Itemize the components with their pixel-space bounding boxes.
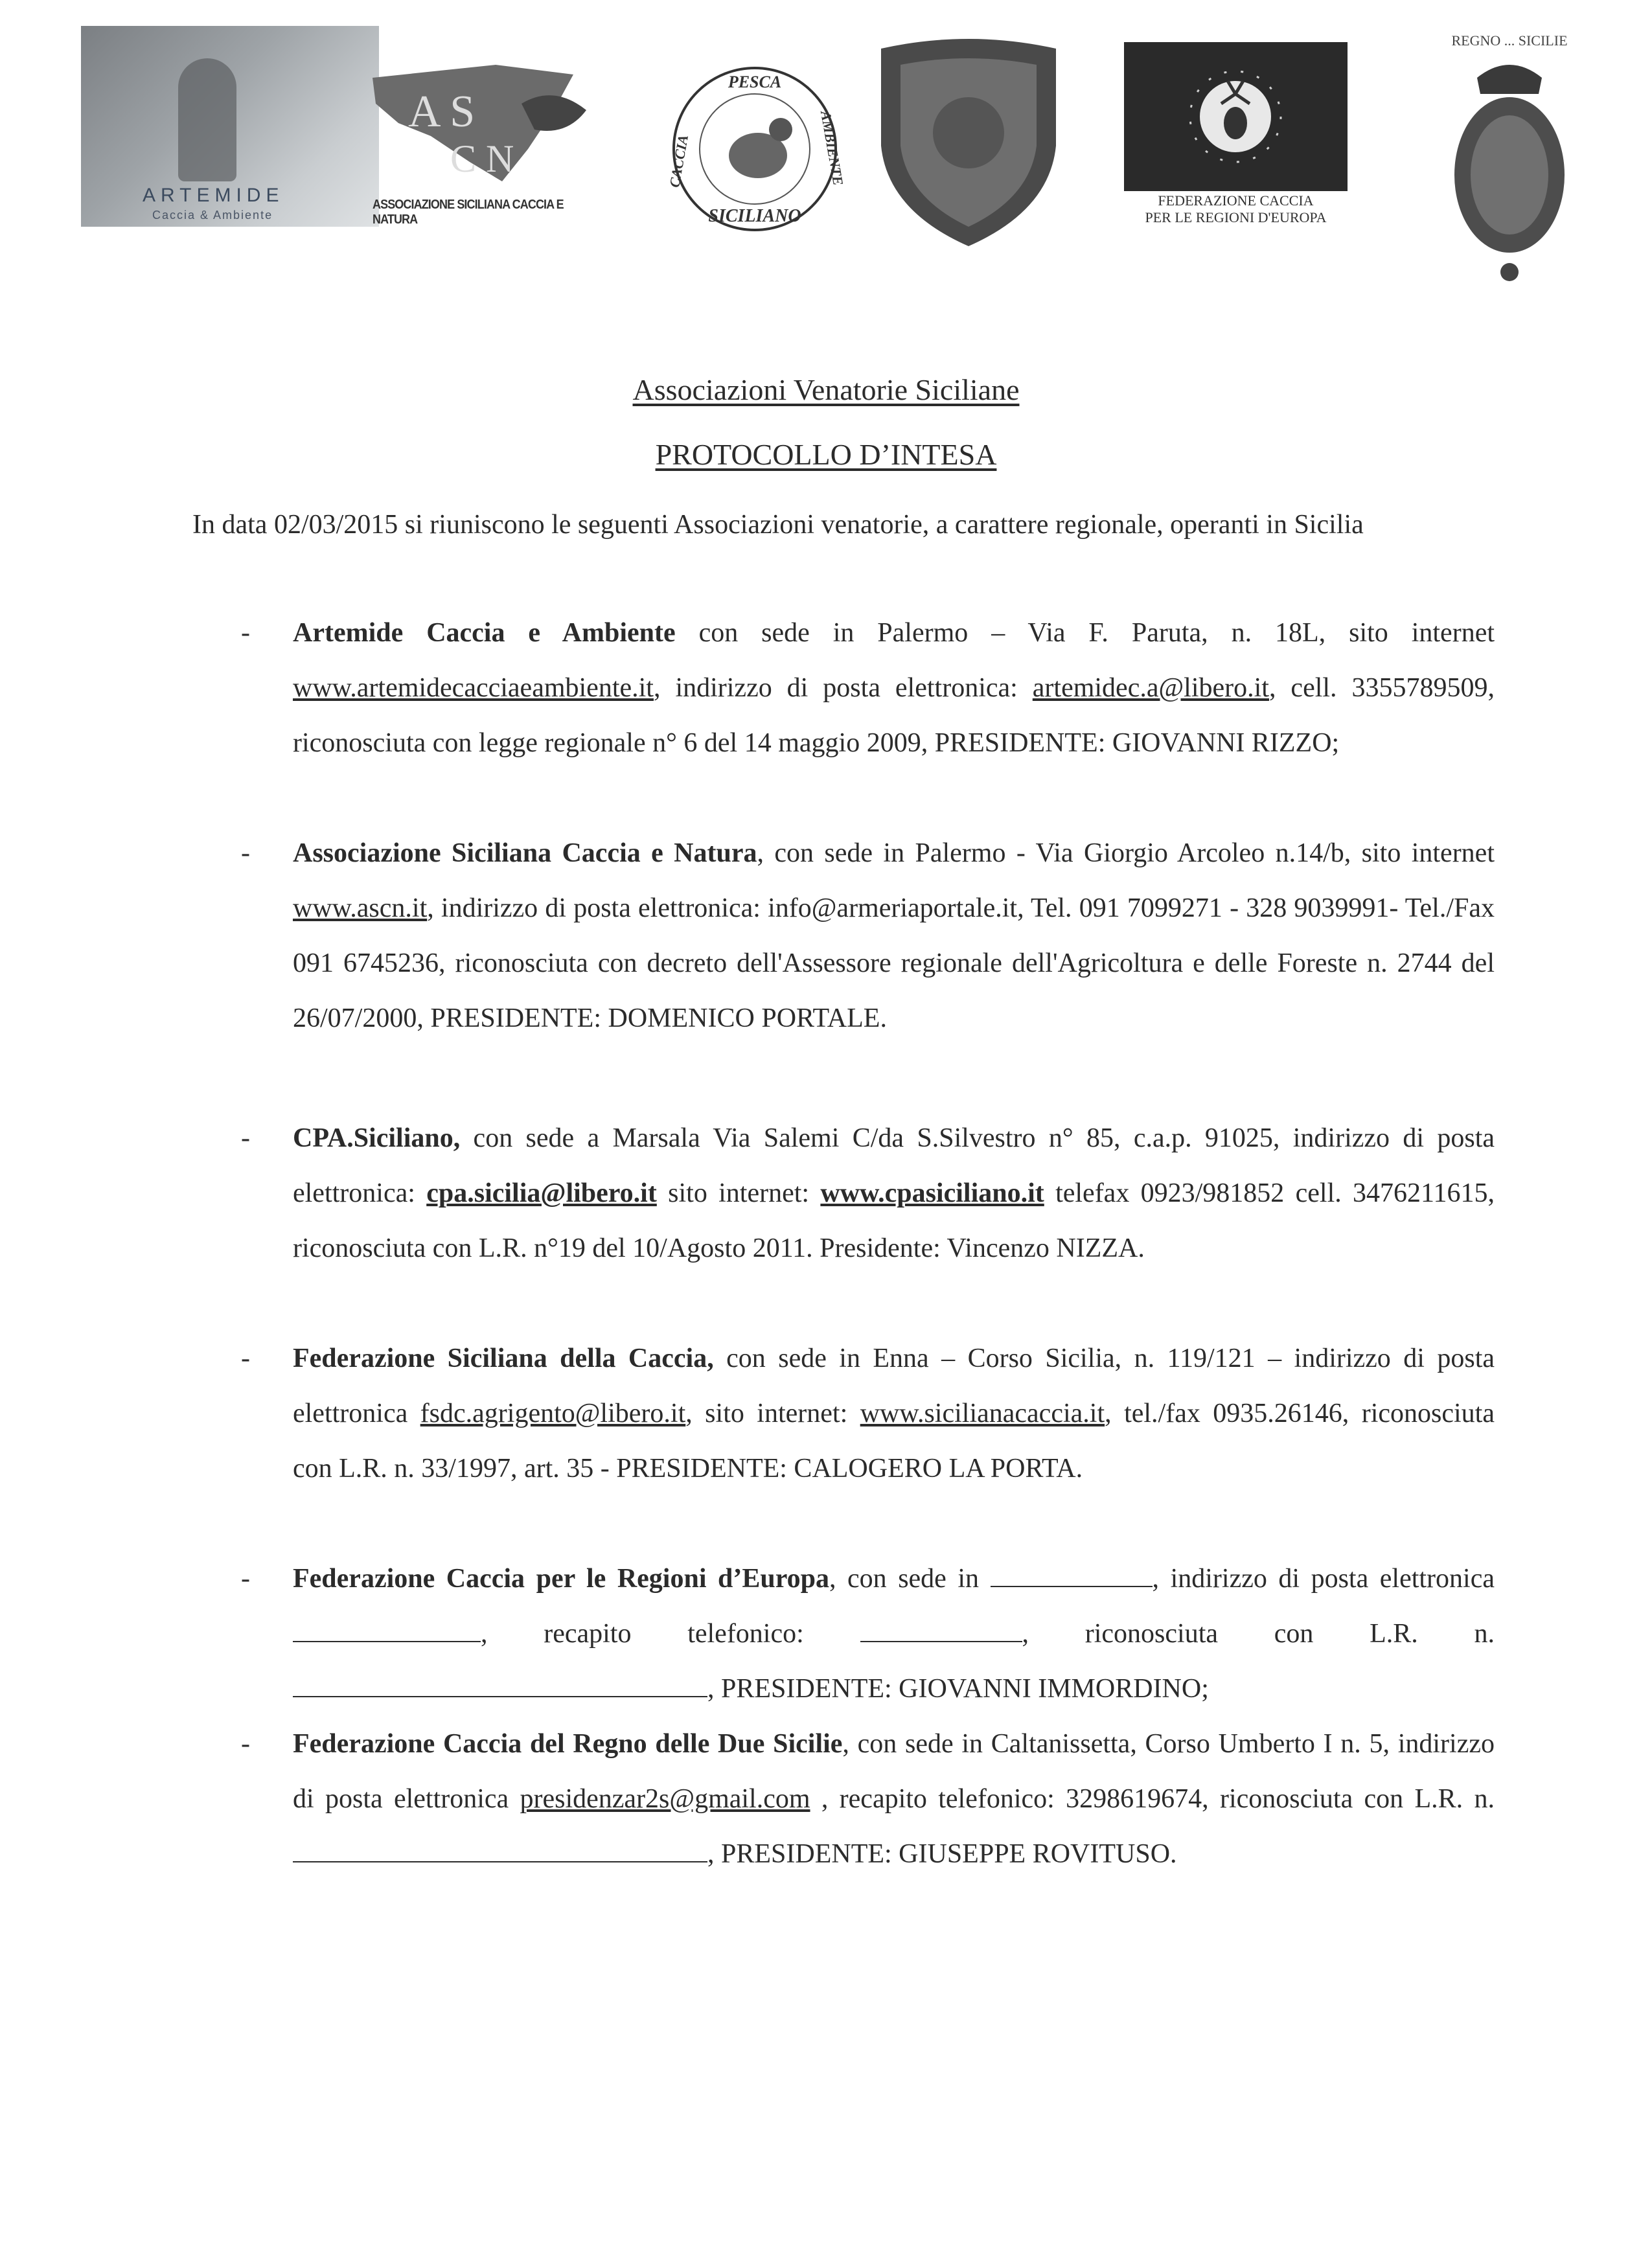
list-item: - CPA.Siciliano, con sede a Marsala Via Salemi C/da S.Silvestro n° 85, c.a.p. 91025, indirizzo di posta elettronica: cpa.sicilia@libero.it sito internet: www.cpasiciliano.it telefax 0923/981852 cell. 3476211615, riconosciuta con L.R. n°19 del 10/Agosto 2011. Presidente: Vincenzo NIZZA.: [241, 1111, 1495, 1276]
association-name: CPA.Siciliano,: [293, 1123, 461, 1153]
list-bullet: -: [241, 618, 250, 648]
list-item: - Artemide Caccia e Ambiente con sede in Palermo – Via F. Paruta, n. 18L, sito internet www.artemidecacciaeambiente.it, indirizzo di posta elettronica: artemidec.a@libero.it, cell. 3355789509, riconosciuta con legge regionale n° 6 del 14 maggio 2009, PRESIDENTE: GIOVANNI RIZZO;: [241, 606, 1495, 771]
artemide-logo-subtitle: Caccia & Ambiente: [152, 209, 273, 222]
sicily-map-icon: [360, 52, 632, 201]
regno-due-sicilie-logo: [1412, 19, 1607, 292]
fcre-logo: [1124, 42, 1348, 249]
email-link[interactable]: presidenzar2s@gmail.com: [520, 1784, 810, 1814]
svg-text:PESCA: PESCA: [728, 73, 782, 91]
svg-text:AMBIENTE: AMBIENTE: [817, 109, 847, 187]
email-link[interactable]: cpa.sicilia@libero.it: [426, 1178, 657, 1208]
association-name: Artemide Caccia e Ambiente: [293, 618, 676, 648]
blank-field: [860, 1619, 1022, 1642]
association-name: Federazione Caccia del Regno delle Due Sicilie: [293, 1729, 843, 1759]
email-link[interactable]: fsdc.agrigento@libero.it: [420, 1399, 686, 1428]
blank-field: [293, 1619, 481, 1642]
cpa-siciliano-logo: [658, 52, 852, 246]
svg-text:C N: C N: [450, 137, 514, 180]
eu-flag-deer-icon: [1124, 42, 1348, 191]
website-link[interactable]: www.artemidecacciaeambiente.it: [293, 673, 654, 703]
list-bullet: -: [241, 1729, 250, 1759]
list-bullet: -: [241, 1123, 250, 1153]
list-bullet: -: [241, 838, 250, 868]
list-item: - Associazione Siciliana Caccia e Natura, con sede in Palermo - Via Giorgio Arcoleo n.14/b, sito internet www.ascn.it, indirizzo di posta elettronica: info@armeriaportale.it, Tel. 091 7099271 - 328 9039991- Tel./Fax 091 6745236, riconosciuta con decreto dell'Assessore regionale dell'Agricoltura e delle Foreste n. 2744 del 26/07/2000, PRESIDENTE: DOMENICO PORTALE.: [241, 826, 1495, 1046]
logo-strip: [0, 0, 1652, 311]
royal-coat-of-arms-icon: [1412, 19, 1607, 292]
list-item: - Federazione Caccia del Regno delle Due Sicilie, con sede in Caltanissetta, Corso Umberto I n. 5, indirizzo di posta elettronica presidenzar2s@gmail.com , recapito telefonico: 3298619674, riconosciuta con L.R. n. , PRESIDENTE: GIUSEPPE ROVITUSO.: [241, 1717, 1495, 1882]
hunter-figure-icon: [178, 58, 236, 181]
list-bullet: -: [241, 1564, 250, 1594]
partridge-emblem-icon: [658, 52, 852, 246]
fcre-logo-caption: FEDERAZIONE CACCIA PER LE REGIONI D'EUROPA: [1145, 192, 1327, 225]
email-link[interactable]: artemidec.a@libero.it: [1032, 673, 1269, 703]
website-link[interactable]: www.sicilianacaccia.it: [860, 1399, 1105, 1428]
list-item: - Federazione Caccia per le Regioni d’Europa, con sede in , indirizzo di posta elettronica , recapito telefonico: , riconosciuta con L.R. n. , PRESIDENTE: GIOVANNI IMMORDINO;: [241, 1552, 1495, 1717]
blank-field: [293, 1839, 707, 1862]
svg-text:CACCIA: CACCIA: [666, 133, 692, 189]
blank-field: [991, 1564, 1153, 1587]
website-link[interactable]: www.ascn.it: [293, 893, 428, 923]
blank-field: [293, 1674, 707, 1697]
association-name: Federazione Siciliana della Caccia,: [293, 1344, 714, 1373]
shield-emblem-logo: [875, 36, 1062, 249]
deer-shield-icon: [875, 36, 1062, 249]
website-link[interactable]: www.cpasiciliano.it: [820, 1178, 1044, 1208]
artemide-logo: [81, 26, 379, 227]
ascn-logo-caption: ASSOCIAZIONE SICILIANA CACCIA E NATURA: [373, 198, 564, 227]
association-name: Associazione Siciliana Caccia e Natura: [293, 838, 757, 868]
intro-paragraph: In data 02/03/2015 si riuniscono le seguenti Associazioni venatorie, a carattere regionale, operanti in Sicilia: [192, 510, 1364, 540]
list-item: - Federazione Siciliana della Caccia, con sede in Enna – Corso Sicilia, n. 119/121 – indirizzo di posta elettronica fsdc.agrigento@libero.it, sito internet: www.sicilianacaccia.it, tel./fax 0935.26146, riconosciuta con L.R. n. 33/1997, art. 35 - PRESIDENTE: CALOGERO LA PORTA.: [241, 1331, 1495, 1496]
list-bullet: -: [241, 1344, 250, 1373]
ascn-logo: [360, 52, 632, 227]
svg-text:SICILIANO: SICILIANO: [708, 206, 801, 226]
association-name: Federazione Caccia per le Regioni d’Europa: [293, 1564, 829, 1594]
artemide-logo-title: ARTEMIDE: [143, 185, 284, 206]
svg-text:REGNO ... SICILIE: REGNO ... SICILIE: [1451, 32, 1568, 49]
document-title: Associazioni Venatorie Siciliane: [632, 373, 1020, 406]
svg-text:A S: A S: [408, 87, 476, 137]
document-subtitle: PROTOCOLLO D’INTESA: [655, 438, 997, 471]
